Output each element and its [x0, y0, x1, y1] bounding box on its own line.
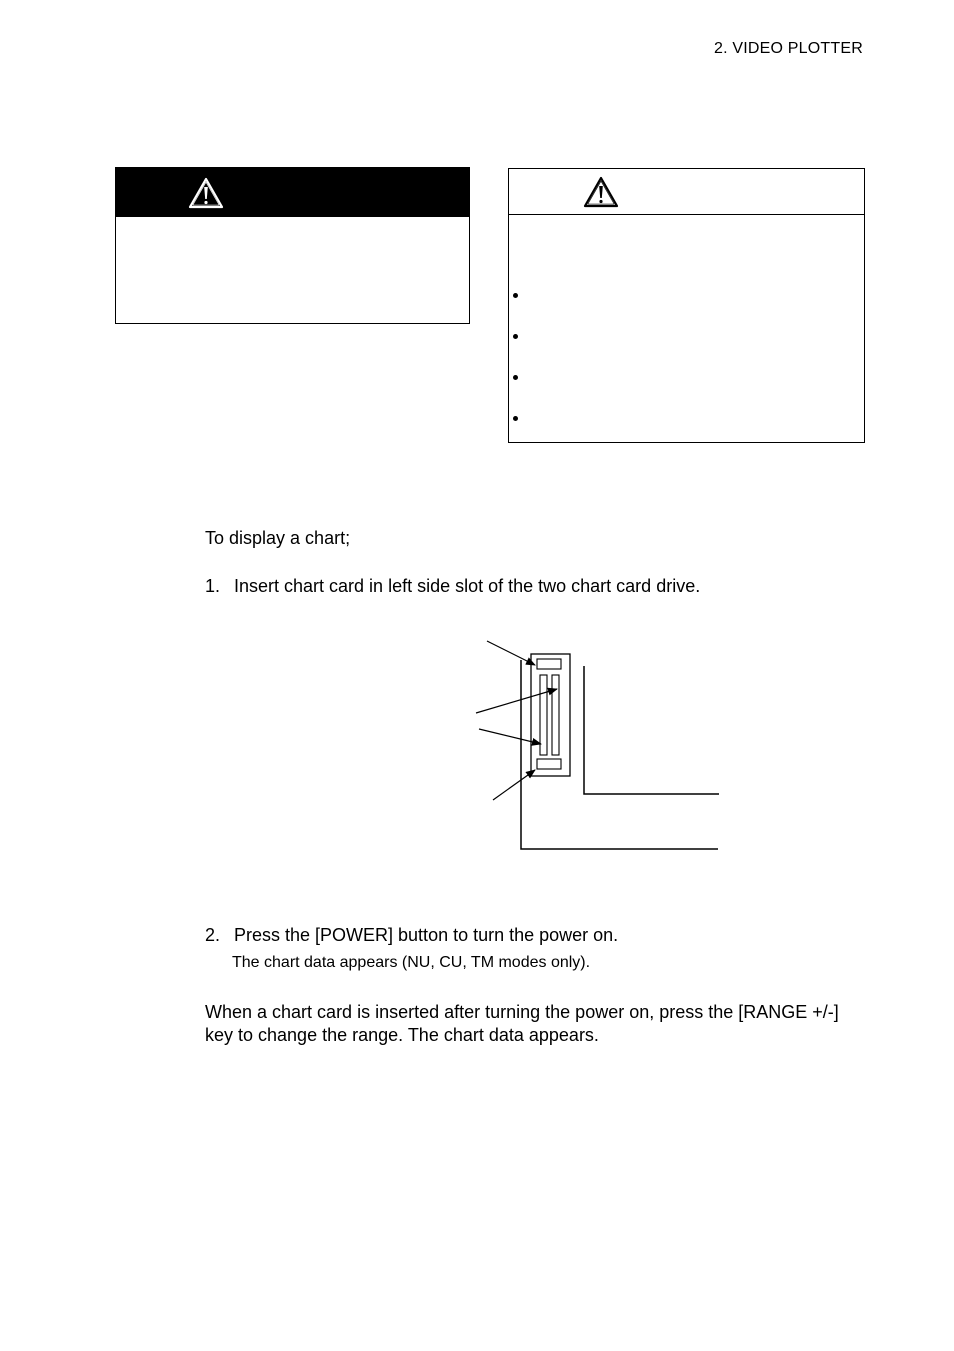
- card-slot-frame: [531, 654, 570, 776]
- step-number: 1.: [205, 576, 221, 596]
- slot-top-latch: [537, 659, 561, 669]
- drive-panel-outline: [584, 666, 719, 794]
- step-text: Press the [POWER] button to turn the power on.: [234, 925, 619, 945]
- step-number: 2.: [205, 925, 221, 945]
- closing-line-2: key to change the range. The chart data appears.: [205, 1025, 599, 1045]
- caution-box: [508, 168, 865, 443]
- warning-box: [115, 167, 470, 324]
- pointer-arrow: [479, 729, 541, 744]
- pointer-arrow: [476, 689, 557, 713]
- caution-bullet: [513, 293, 518, 298]
- warning-triangle-icon: [188, 177, 224, 209]
- closing-line-1: When a chart card is inserted after turning the power on, press the [RANGE +/-]: [205, 1002, 839, 1022]
- step-1: [205, 575, 700, 598]
- chart-card-drive-diagram: [470, 635, 730, 860]
- caution-box-header: [509, 169, 864, 215]
- caution-bullet: [513, 416, 518, 421]
- section-header: 2. VIDEO PLOTTER: [713, 40, 863, 57]
- slot-bottom-latch: [537, 759, 561, 769]
- card-slot-right: [552, 675, 559, 755]
- caution-bullet: [513, 375, 518, 380]
- step-2-note: The chart data appears (NU, CU, TM modes only).: [232, 954, 591, 971]
- step-2: [205, 924, 618, 947]
- intro-text: To display a chart;: [205, 528, 351, 548]
- step-text: Insert chart card in left side slot of the two chart card drive.: [234, 576, 701, 596]
- caution-bullet: [513, 334, 518, 339]
- pointer-arrow: [493, 770, 535, 800]
- caution-triangle-icon: [583, 176, 619, 208]
- warning-box-header: [116, 168, 469, 217]
- pointer-arrow: [487, 641, 535, 665]
- card-slot-left: [540, 675, 547, 755]
- drive-housing-outline: [521, 660, 718, 849]
